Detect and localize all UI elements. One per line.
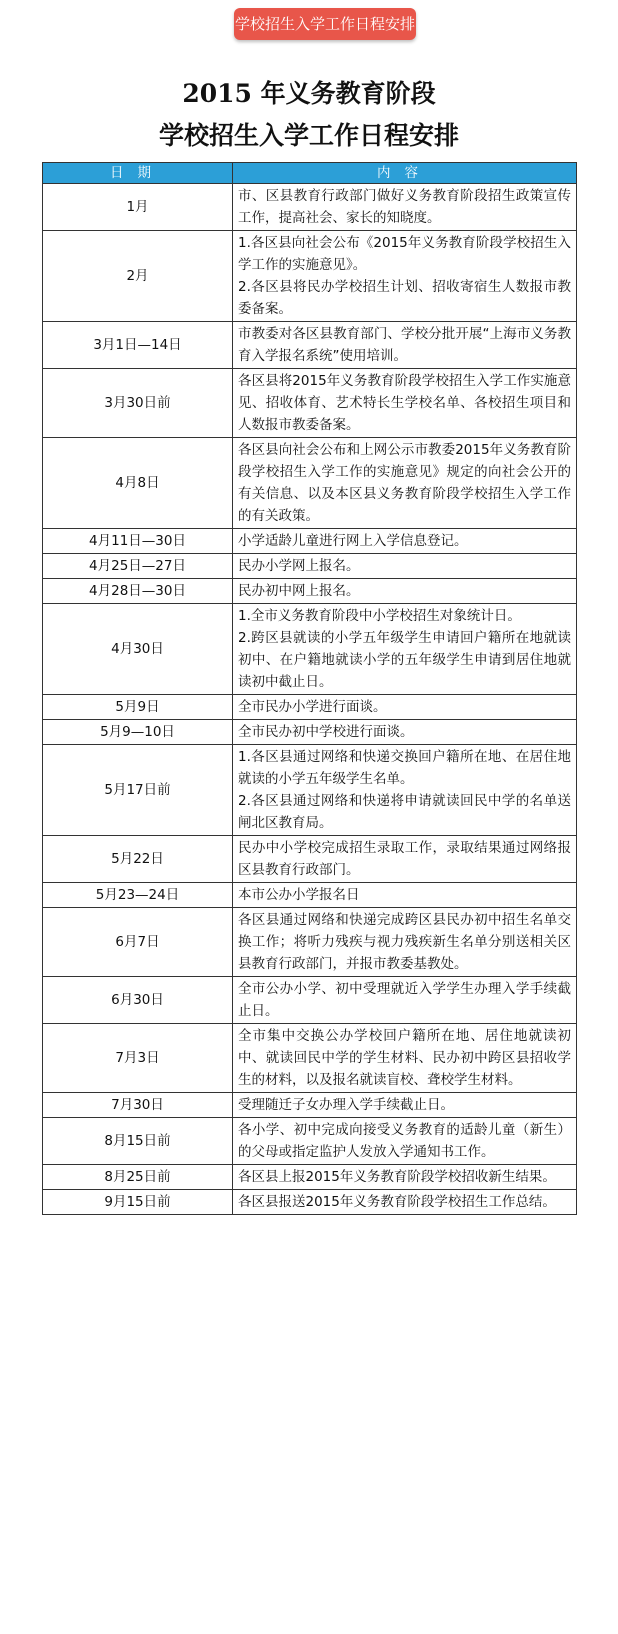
table-row — [43, 745, 577, 836]
schedule-date: 3月1日—14日 — [43, 322, 233, 369]
schedule-content — [233, 1093, 577, 1118]
schedule-content-item: 2.跨区县就读的小学五年级学生申请回户籍所在地就读初中、在户籍地就读小学的五年级学生申请到居住地就读初中截止日。 — [238, 630, 571, 690]
schedule-content-item: 各区县通过网络和快递完成跨区县民办初中招生名单交换工作；将听力残疾与视力残疾新生名单分别送相关区县教育行政部门，并报市教委基教处。 — [238, 912, 571, 972]
schedule-date: 4月11日—30日 — [43, 529, 233, 554]
schedule-content-item: 各区县上报2015年义务教育阶段学校招收新生结果。 — [238, 1169, 556, 1185]
table-row — [43, 908, 577, 977]
page-title-line-1: 2015 年义务教育阶段 — [182, 79, 436, 108]
table-row — [43, 1093, 577, 1118]
schedule-date: 6月7日 — [43, 908, 233, 977]
schedule-badge-button[interactable]: 学校招生入学工作日程安排 — [234, 8, 416, 40]
schedule-date: 3月30日前 — [43, 369, 233, 438]
schedule-date: 5月9日 — [43, 695, 233, 720]
header-date: 日期 — [43, 163, 233, 184]
schedule-content-item: 各区县将2015年义务教育阶段学校招生入学工作实施意见、招收体育、艺术特长生学校名单、各校招生项目和人数报市教委备案。 — [238, 373, 571, 433]
schedule-content-item: 小学适龄儿童进行网上入学信息登记。 — [238, 533, 468, 549]
schedule-content-item: 民办中小学校完成招生录取工作，录取结果通过网络报区县教育行政部门。 — [238, 840, 571, 878]
schedule-content — [233, 883, 577, 908]
table-row — [43, 1024, 577, 1093]
schedule-date: 1月 — [43, 184, 233, 231]
schedule-content — [233, 438, 577, 529]
schedule-content-item: 全市公办小学、初中受理就近入学学生办理入学手续截止日。 — [238, 981, 571, 1019]
schedule-content — [233, 1190, 577, 1215]
schedule-content — [233, 369, 577, 438]
schedule-date: 5月23—24日 — [43, 883, 233, 908]
table-row — [43, 529, 577, 554]
table-row — [43, 1190, 577, 1215]
schedule-content — [233, 977, 577, 1024]
table-row — [43, 1118, 577, 1165]
schedule-date: 4月28日—30日 — [43, 579, 233, 604]
schedule-content — [233, 745, 577, 836]
table-row — [43, 1165, 577, 1190]
schedule-date: 6月30日 — [43, 977, 233, 1024]
table-header-row — [43, 163, 577, 184]
table-row — [43, 695, 577, 720]
schedule-date: 5月17日前 — [43, 745, 233, 836]
schedule-table-body — [43, 184, 577, 1215]
schedule-content-item: 民办初中网上报名。 — [238, 583, 360, 599]
schedule-date: 8月15日前 — [43, 1118, 233, 1165]
schedule-date: 4月8日 — [43, 438, 233, 529]
table-row — [43, 720, 577, 745]
schedule-date: 4月25日—27日 — [43, 554, 233, 579]
schedule-content-item: 1.各区县向社会公布《2015年义务教育阶段学校招生入学工作的实施意见》。 — [238, 235, 571, 273]
schedule-date: 5月9—10日 — [43, 720, 233, 745]
schedule-date: 8月25日前 — [43, 1165, 233, 1190]
table-row — [43, 438, 577, 529]
table-row — [43, 554, 577, 579]
table-row — [43, 604, 577, 695]
schedule-content-item: 全市集中交换公办学校回户籍所在地、居住地就读初中、就读回民中学的学生材料、民办初中跨区县招收学生的材料，以及报名就读盲校、聋校学生材料。 — [238, 1028, 571, 1088]
schedule-date: 2月 — [43, 231, 233, 322]
page-title-line-2: 学校招生入学工作日程安排 — [158, 121, 459, 150]
table-row — [43, 579, 577, 604]
schedule-date: 9月15日前 — [43, 1190, 233, 1215]
schedule-content-item: 1.全市义务教育阶段中小学校招生对象统计日。 — [238, 608, 521, 624]
schedule-content-item: 全市民办小学进行面谈。 — [238, 699, 387, 715]
schedule-content — [233, 231, 577, 322]
schedule-table — [42, 162, 577, 1215]
schedule-content-item: 市教委对各区县教育部门、学校分批开展“上海市义务教育入学报名系统”使用培训。 — [238, 326, 571, 364]
schedule-content — [233, 554, 577, 579]
schedule-content — [233, 1024, 577, 1093]
table-row — [43, 836, 577, 883]
schedule-content-item: 市、区县教育行政部门做好义务教育阶段招生政策宣传工作，提高社会、家长的知晓度。 — [238, 188, 571, 226]
schedule-content-item: 1.各区县通过网络和快递交换回户籍所在地、在居住地就读的小学五年级学生名单。 — [238, 749, 571, 787]
schedule-date: 5月22日 — [43, 836, 233, 883]
schedule-content — [233, 1165, 577, 1190]
schedule-content — [233, 1118, 577, 1165]
schedule-content — [233, 836, 577, 883]
schedule-content — [233, 579, 577, 604]
schedule-content — [233, 322, 577, 369]
schedule-date: 7月3日 — [43, 1024, 233, 1093]
schedule-content — [233, 184, 577, 231]
table-row — [43, 322, 577, 369]
schedule-content-item: 各区县向社会公布和上网公示市教委2015年义务教育阶段学校招生入学工作的实施意见》规定的向社会公开的有关信息、以及本区县义务教育阶段学校招生入学工作的有关政策。 — [238, 442, 571, 524]
schedule-date: 7月30日 — [43, 1093, 233, 1118]
schedule-content-item: 全市民办初中学校进行面谈。 — [238, 724, 414, 740]
table-row — [43, 977, 577, 1024]
table-row — [43, 184, 577, 231]
schedule-content — [233, 604, 577, 695]
schedule-content — [233, 908, 577, 977]
table-row — [43, 231, 577, 322]
schedule-content-item: 2.各区县将民办学校招生计划、招收寄宿生人数报市教委备案。 — [238, 279, 571, 317]
schedule-content-item: 受理随迁子女办理入学手续截止日。 — [238, 1097, 454, 1113]
schedule-content — [233, 529, 577, 554]
schedule-content-item: 各小学、初中完成向接受义务教育的适龄儿童（新生）的父母或指定监护人发放入学通知书工作。 — [238, 1122, 571, 1160]
schedule-content-item: 民办小学网上报名。 — [238, 558, 360, 574]
table-row — [43, 369, 577, 438]
schedule-content-item: 2.各区县通过网络和快递将申请就读回民中学的名单送闸北区教育局。 — [238, 793, 571, 831]
schedule-content — [233, 695, 577, 720]
schedule-date: 4月30日 — [43, 604, 233, 695]
table-row — [43, 883, 577, 908]
schedule-content — [233, 720, 577, 745]
schedule-content-item: 本市公办小学报名日 — [238, 887, 360, 903]
header-content: 内容 — [233, 163, 577, 184]
schedule-content-item: 各区县报送2015年义务教育阶段学校招生工作总结。 — [238, 1194, 556, 1210]
